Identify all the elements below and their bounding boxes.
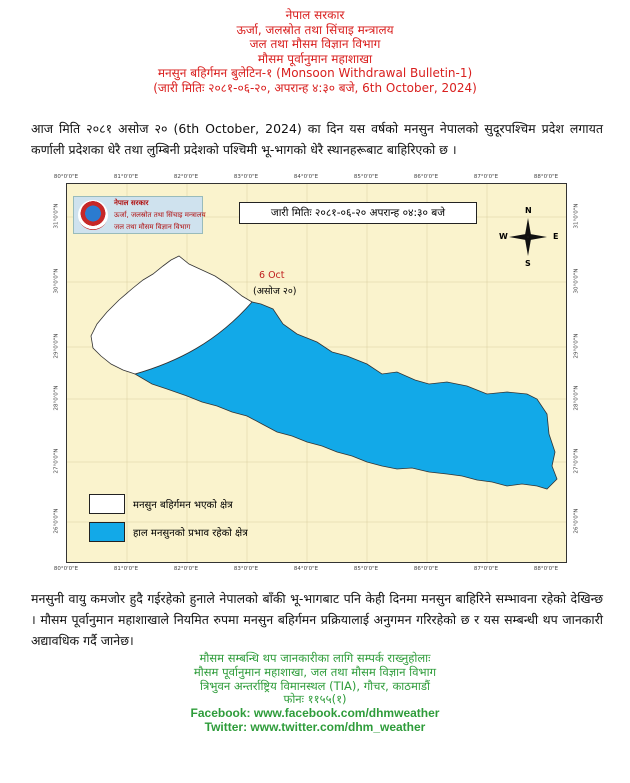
header-ministry: ऊर्जा, जलस्रोत तथा सिंचाइ मन्त्रालय (236, 22, 394, 37)
bulletin-issue-date: (जारी मितिः २०८१-०६-२०, अपरान्ह ४:३० बजे, 6th October, 2024) (153, 80, 477, 95)
footer-phone: फोनः ११५५(१) (283, 692, 347, 707)
lon-tick-bottom: 82°0'0"E (173, 566, 199, 572)
compass-north: N (525, 206, 532, 215)
lat-tick-right: 28°0'0"N (573, 385, 580, 411)
withdrawal-line-date-np: (असोज २०) (253, 286, 297, 297)
logo-ministry: ऊर्जा, जलस्रोत तथा सिंचाइ मन्त्रालय (114, 211, 206, 219)
footer-facebook-link[interactable]: Facebook: www.facebook.com/dhmweather (190, 706, 440, 721)
footer-twitter-link[interactable]: Twitter: www.twitter.com/dhm_weather (204, 719, 426, 734)
lon-tick-top: 83°0'0"E (233, 174, 259, 180)
nepal-monsoon-map (66, 183, 567, 563)
lat-tick-right: 27°0'0"N (573, 448, 580, 474)
lon-tick-top: 86°0'0"E (413, 174, 439, 180)
lon-tick-top: 82°0'0"E (173, 174, 199, 180)
lat-tick-left: 26°0'0"N (53, 508, 60, 534)
lat-tick-left: 30°0'0"N (53, 268, 60, 294)
legend-active (89, 522, 299, 542)
compass-south: S (525, 259, 531, 268)
map-issue-date: जारी मितिः २०८१-०६-२० अपरान्ह ०४:३० बजे (239, 202, 477, 224)
legend-withdrawn (89, 494, 299, 514)
compass-east: E (553, 232, 559, 241)
header-division: मौसम पूर्वानुमान महाशाखा (257, 51, 373, 66)
lat-tick-left: 27°0'0"N (53, 448, 60, 474)
lon-tick-top: 80°0'0"E (53, 174, 79, 180)
lat-tick-right: 30°0'0"N (573, 268, 580, 294)
lon-tick-top: 88°0'0"E (533, 174, 559, 180)
footer-address: त्रिभुवन अन्तर्राष्ट्रिय विमानस्थल (TIA), गौचर, काठमाडौं (200, 678, 430, 693)
lon-tick-bottom: 84°0'0"E (293, 566, 319, 572)
bulletin-title: मनसुन बहिर्गमन बुलेटिन-१ (Monsoon Withdrawal Bulletin-1) (157, 66, 473, 80)
footer-contact-intro: मौसम सम्बन्धि थप जानकारीका लागि सम्पर्क राख्नुहोलाः (199, 651, 431, 665)
north-arrow-icon (499, 206, 559, 268)
lat-tick-right: 26°0'0"N (573, 508, 580, 534)
compass-west: W (499, 232, 508, 241)
logo-department: जल तथा मौसम विज्ञान विभाग (114, 223, 191, 231)
outlook-paragraph: मनसुनी वायु कमजोर हुदै गईरहेको हुनाले नेपालको बाँकी भू-भागबाट पनि केही दिनमा मनसुन बाहिरिने सम्भावना रहेको देखिन्छ । मौसम पूर्वानुमान महाशाखाले नियमित रुपमा मनसुन बहिर्गमन प्रक्रियालाई अनुगमन गरिरहेको छ र यस सम्बन्धी थप जानकारी अद्यावधिक गर्दै जानेछ। (31, 591, 603, 648)
lon-tick-bottom: 85°0'0"E (353, 566, 379, 572)
legend-withdrawn-label: मनसुन बहिर्गमन भएको क्षेत्र (133, 500, 233, 511)
lon-tick-top: 81°0'0"E (113, 174, 139, 180)
lat-tick-left: 29°0'0"N (53, 333, 60, 359)
lon-tick-bottom: 86°0'0"E (413, 566, 439, 572)
lon-tick-bottom: 80°0'0"E (53, 566, 79, 572)
intro-paragraph: आज मिति २०८१ असोज २० (6th October, 2024) का दिन यस वर्षको मनसुन नेपालको सुदूरपश्चिम प्रदेश लगायत कर्णाली प्रदेशका धेरै तथा लुम्बिनी प्रदेशको पश्चिमी भू-भागको धेरै स्थानहरूबाट बाहिरिएको छ । (31, 121, 603, 157)
lat-tick-right: 29°0'0"N (573, 333, 580, 359)
footer-division: मौसम पूर्वानुमान महाशाखा, जल तथा मौसम विज्ञान विभाग (193, 664, 437, 679)
contact-footer (0, 652, 630, 735)
dhm-logo-banner (73, 196, 206, 234)
lon-tick-top: 84°0'0"E (293, 174, 319, 180)
nepal-emblem-icon (78, 200, 108, 230)
legend-active-label: हाल मनसुनको प्रभाव रहेको क्षेत्र (133, 528, 248, 539)
lon-tick-bottom: 83°0'0"E (233, 566, 259, 572)
legend-withdrawn-swatch (89, 494, 125, 514)
header-government: नेपाल सरकार (285, 8, 345, 22)
lat-tick-left: 31°0'0"N (53, 203, 60, 229)
lon-tick-bottom: 81°0'0"E (113, 566, 139, 572)
lon-tick-top: 87°0'0"E (473, 174, 499, 180)
lon-tick-bottom: 87°0'0"E (473, 566, 499, 572)
header-department: जल तथा मौसम विज्ञान विभाग (249, 37, 381, 51)
legend-active-swatch (89, 522, 125, 542)
lat-tick-left: 28°0'0"N (53, 385, 60, 411)
lon-tick-top: 85°0'0"E (353, 174, 379, 180)
lon-tick-bottom: 88°0'0"E (533, 566, 559, 572)
lat-tick-right: 31°0'0"N (573, 203, 580, 229)
withdrawal-line-date-en: 6 Oct (259, 270, 285, 281)
bulletin-header (0, 8, 630, 95)
logo-government: नेपाल सरकार (114, 199, 149, 207)
